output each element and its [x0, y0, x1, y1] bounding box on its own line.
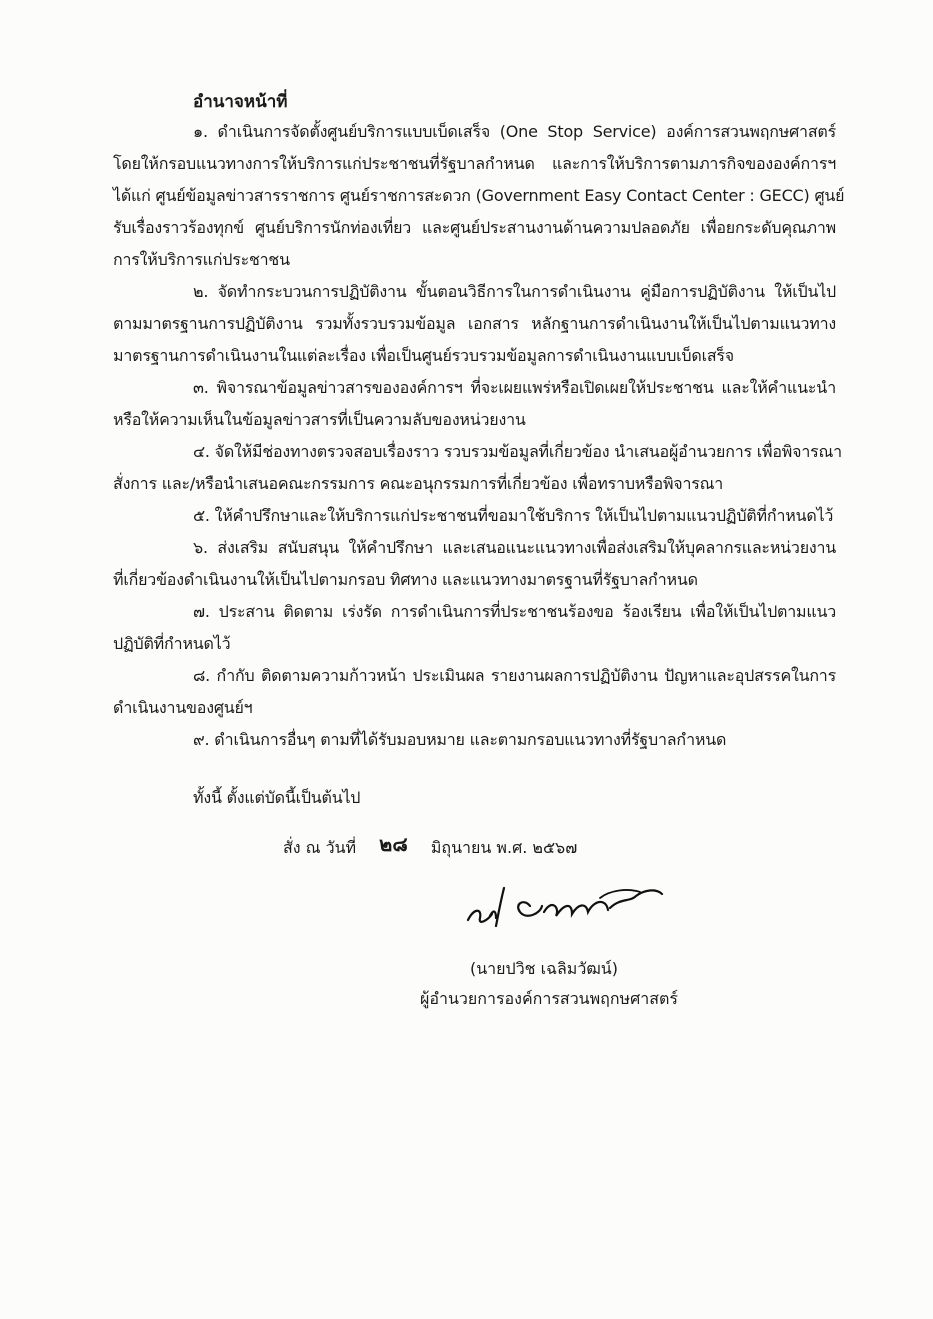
paragraph-line: ดำเนินงานของศูนย์ฯ: [113, 698, 253, 717]
paragraph-line: ๖. ส่งเสริม สนับสนุน ให้คำปรึกษา และเสนอแนะแนวทางเพื่อส่งเสริมให้บุคลากรและหน่วยงาน: [193, 538, 836, 557]
paragraph-line: ๓. พิจารณาข้อมูลข่าวสารขององค์การฯ ที่จะเผยแพร่หรือเปิดเผยให้ประชาชน และให้คำแนะนำ: [193, 378, 836, 397]
paragraph-line: ปฏิบัติที่กำหนดไว้: [113, 634, 231, 653]
paragraph-line: การให้บริการแก่ประชาชน: [113, 250, 290, 269]
paragraph-line: หรือให้ความเห็นในข้อมูลข่าวสารที่เป็นความลับของหน่วยงาน: [113, 410, 526, 429]
paragraph-line: ๑. ดำเนินการจัดตั้งศูนย์บริการแบบเบ็ดเสร็จ (One Stop Service) องค์การสวนพฤกษศาสตร์: [193, 122, 836, 141]
order-date-day: ๒๘: [379, 832, 408, 856]
section-heading: อำนาจหน้าที่: [193, 92, 288, 112]
signer-title: ผู้อำนวยการองค์การสวนพฤกษศาสตร์: [420, 989, 678, 1008]
paragraph-line: สั่งการ และ/หรือนำเสนอคณะกรรมการ คณะอนุกรรมการที่เกี่ยวข้อง เพื่อทราบหรือพิจารณา: [113, 474, 724, 493]
paragraph-line: ๘. กำกับ ติดตามความก้าวหน้า ประเมินผล รายงานผลการปฏิบัติงาน ปัญหาและอุปสรรคในการ: [193, 666, 836, 685]
paragraph-line: ได้แก่ ศูนย์ข้อมูลข่าวสารราชการ ศูนย์ราชการสะดวก (Government Easy Contact Center : GECC) ศูนย์: [113, 186, 845, 205]
paragraph-line: มาตรฐานการดำเนินงานในแต่ละเรื่อง เพื่อเป็นศูนย์รวบรวมข้อมูลการดำเนินงานแบบเบ็ดเสร็จ: [113, 346, 734, 365]
paragraph-line: รับเรื่องราวร้องทุกข์ ศูนย์บริการนักท่องเที่ยว และศูนย์ประสานงานด้านความปลอดภัย เพื่อยกระดับคุณภาพ: [113, 218, 836, 237]
paragraph-line: ๔. จัดให้มีช่องทางตรวจสอบเรื่องราว รวบรวมข้อมูลที่เกี่ยวข้อง นำเสนอผู้อำนวยการ เพื่อพิจารณา: [193, 442, 842, 461]
paragraph-line: โดยให้กรอบแนวทางการให้บริการแก่ประชาชนที่รัฐบาลกำหนด และการให้บริการตามภารกิจขององค์การฯ: [113, 154, 836, 173]
order-date-prefix: สั่ง ณ วันที่: [283, 838, 357, 857]
paragraph-line: ๙. ดำเนินการอื่นๆ ตามที่ได้รับมอบหมาย และตามกรอบแนวทางที่รัฐบาลกำหนด: [193, 730, 727, 749]
effective-statement: ทั้งนี้ ตั้งแต่บัดนี้เป็นต้นไป: [193, 788, 361, 807]
signer-name: (นายปวิช เฉลิมวัฒน์): [470, 959, 618, 978]
paragraph-line: ๕. ให้คำปรึกษาและให้บริการแก่ประชาชนที่ขอมาใช้บริการ ให้เป็นไปตามแนวปฏิบัติที่กำหนดไว้: [193, 506, 834, 525]
paragraph-line: ๒. จัดทำกระบวนการปฏิบัติงาน ขั้นตอนวิธีการในการดำเนินงาน คู่มือการปฏิบัติงาน ให้เป็นไป: [193, 282, 836, 301]
handwritten-signature: [460, 868, 670, 938]
paragraph-line: ที่เกี่ยวข้องดำเนินงานให้เป็นไปตามกรอบ ทิศทาง และแนวทางมาตรฐานที่รัฐบาลกำหนด: [113, 570, 698, 589]
paragraph-line: ๗. ประสาน ติดตาม เร่งรัด การดำเนินการที่ประชาชนร้องขอ ร้องเรียน เพื่อให้เป็นไปตามแนว: [193, 602, 836, 621]
paragraph-line: ตามมาตรฐานการปฏิบัติงาน รวมทั้งรวบรวมข้อมูล เอกสาร หลักฐานการดำเนินงานให้เป็นไปตามแนวทาง: [113, 314, 836, 333]
order-date-month-year: มิถุนายน พ.ศ. ๒๕๖๗: [430, 838, 578, 857]
order-date: [283, 830, 577, 862]
